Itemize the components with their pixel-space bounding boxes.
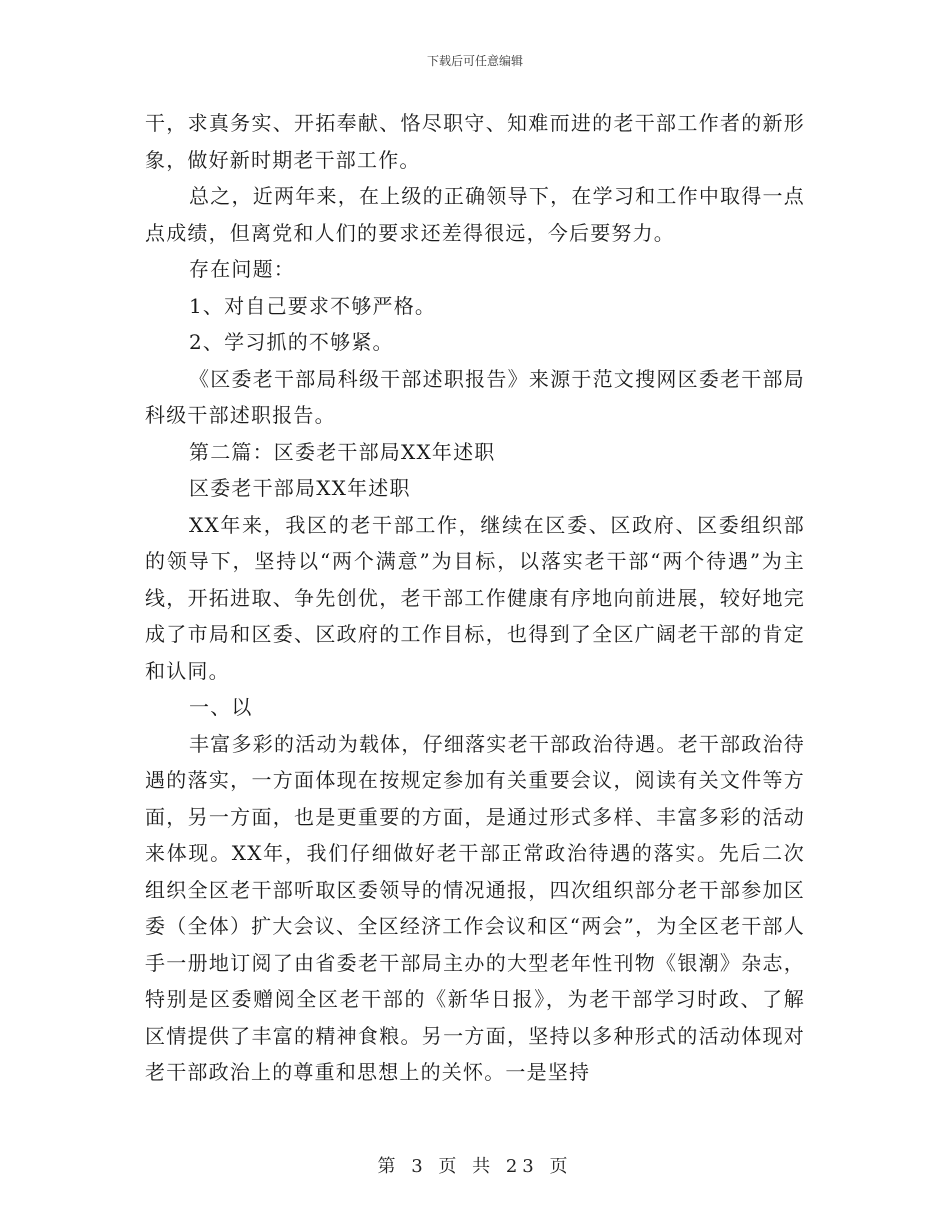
paragraph-6: 《区委老干部局科级干部述职报告》来源于范文搜网区委老干部局科级干部述职报告。 — [145, 366, 805, 427]
paragraph-10: 一、以 — [189, 695, 253, 719]
section-title: 区委老干部局XX年述职 — [189, 476, 411, 500]
paragraph-2: 总之，近两年来，在上级的正确领导下，在学习和工作中取得一点点成绩，但离党和人们的要求还差得很远，今后要努力。 — [145, 184, 805, 245]
page-header: 下载后可任意编辑 — [426, 54, 523, 68]
document-body — [145, 105, 805, 1091]
paragraph-3: 存在问题： — [189, 257, 295, 281]
paragraph-5: 2、学习抓的不够紧。 — [189, 330, 394, 354]
paragraph-4: 1、对自己要求不够严格。 — [189, 293, 437, 318]
section-heading: 第二篇：区委老干部局XX年述职 — [189, 439, 496, 464]
paragraph-11: 丰富多彩的活动为载体，仔细落实老干部政治待遇。老干部政治待遇的落实，一方面体现在按规定参加有关重要会议，阅读有关文件等方面，另一方面，也是更重要的方面，是通过形式多样、丰富多彩的活动来体现。XX年，我们仔细做好老干部正常政治待遇的落实。先后二次组织全区老干部听取区委领导的情况通报，四次组织部分老干部参加区委（全体）扩大会议、全区经济工作会议和区“两会”，为全区老干部人手一册地订阅了由省委老干部局主办的大型老年性刊物《银潮》杂志，特别是区委赠阅全区老干部的《新华日报》，为老干部学习时政、了解区情提供了丰富的精神食粮。另一方面，坚持以多种形式的活动体现对老干部政治上的尊重和思想上的关怀。一是坚持 — [145, 731, 805, 1084]
paragraph-9: XX年来，我区的老干部工作，继续在区委、区政府、区委组织部的领导下，坚持以“两个满意”为目标，以落实老干部“两个待遇”为主线，开拓进取、争先创优，老干部工作健康有序地向前进展，较好地完成了市局和区委、区政府的工作目标，也得到了全区广阔老干部的肯定和认同。 — [145, 512, 805, 683]
page-footer: 第 3 页 共 23 页 — [377, 1156, 573, 1177]
paragraph-1: 干，求真务实、开拓奉献、恪尽职守、知难而进的老干部工作者的新形象，做好新时期老干部工作。 — [145, 111, 805, 172]
